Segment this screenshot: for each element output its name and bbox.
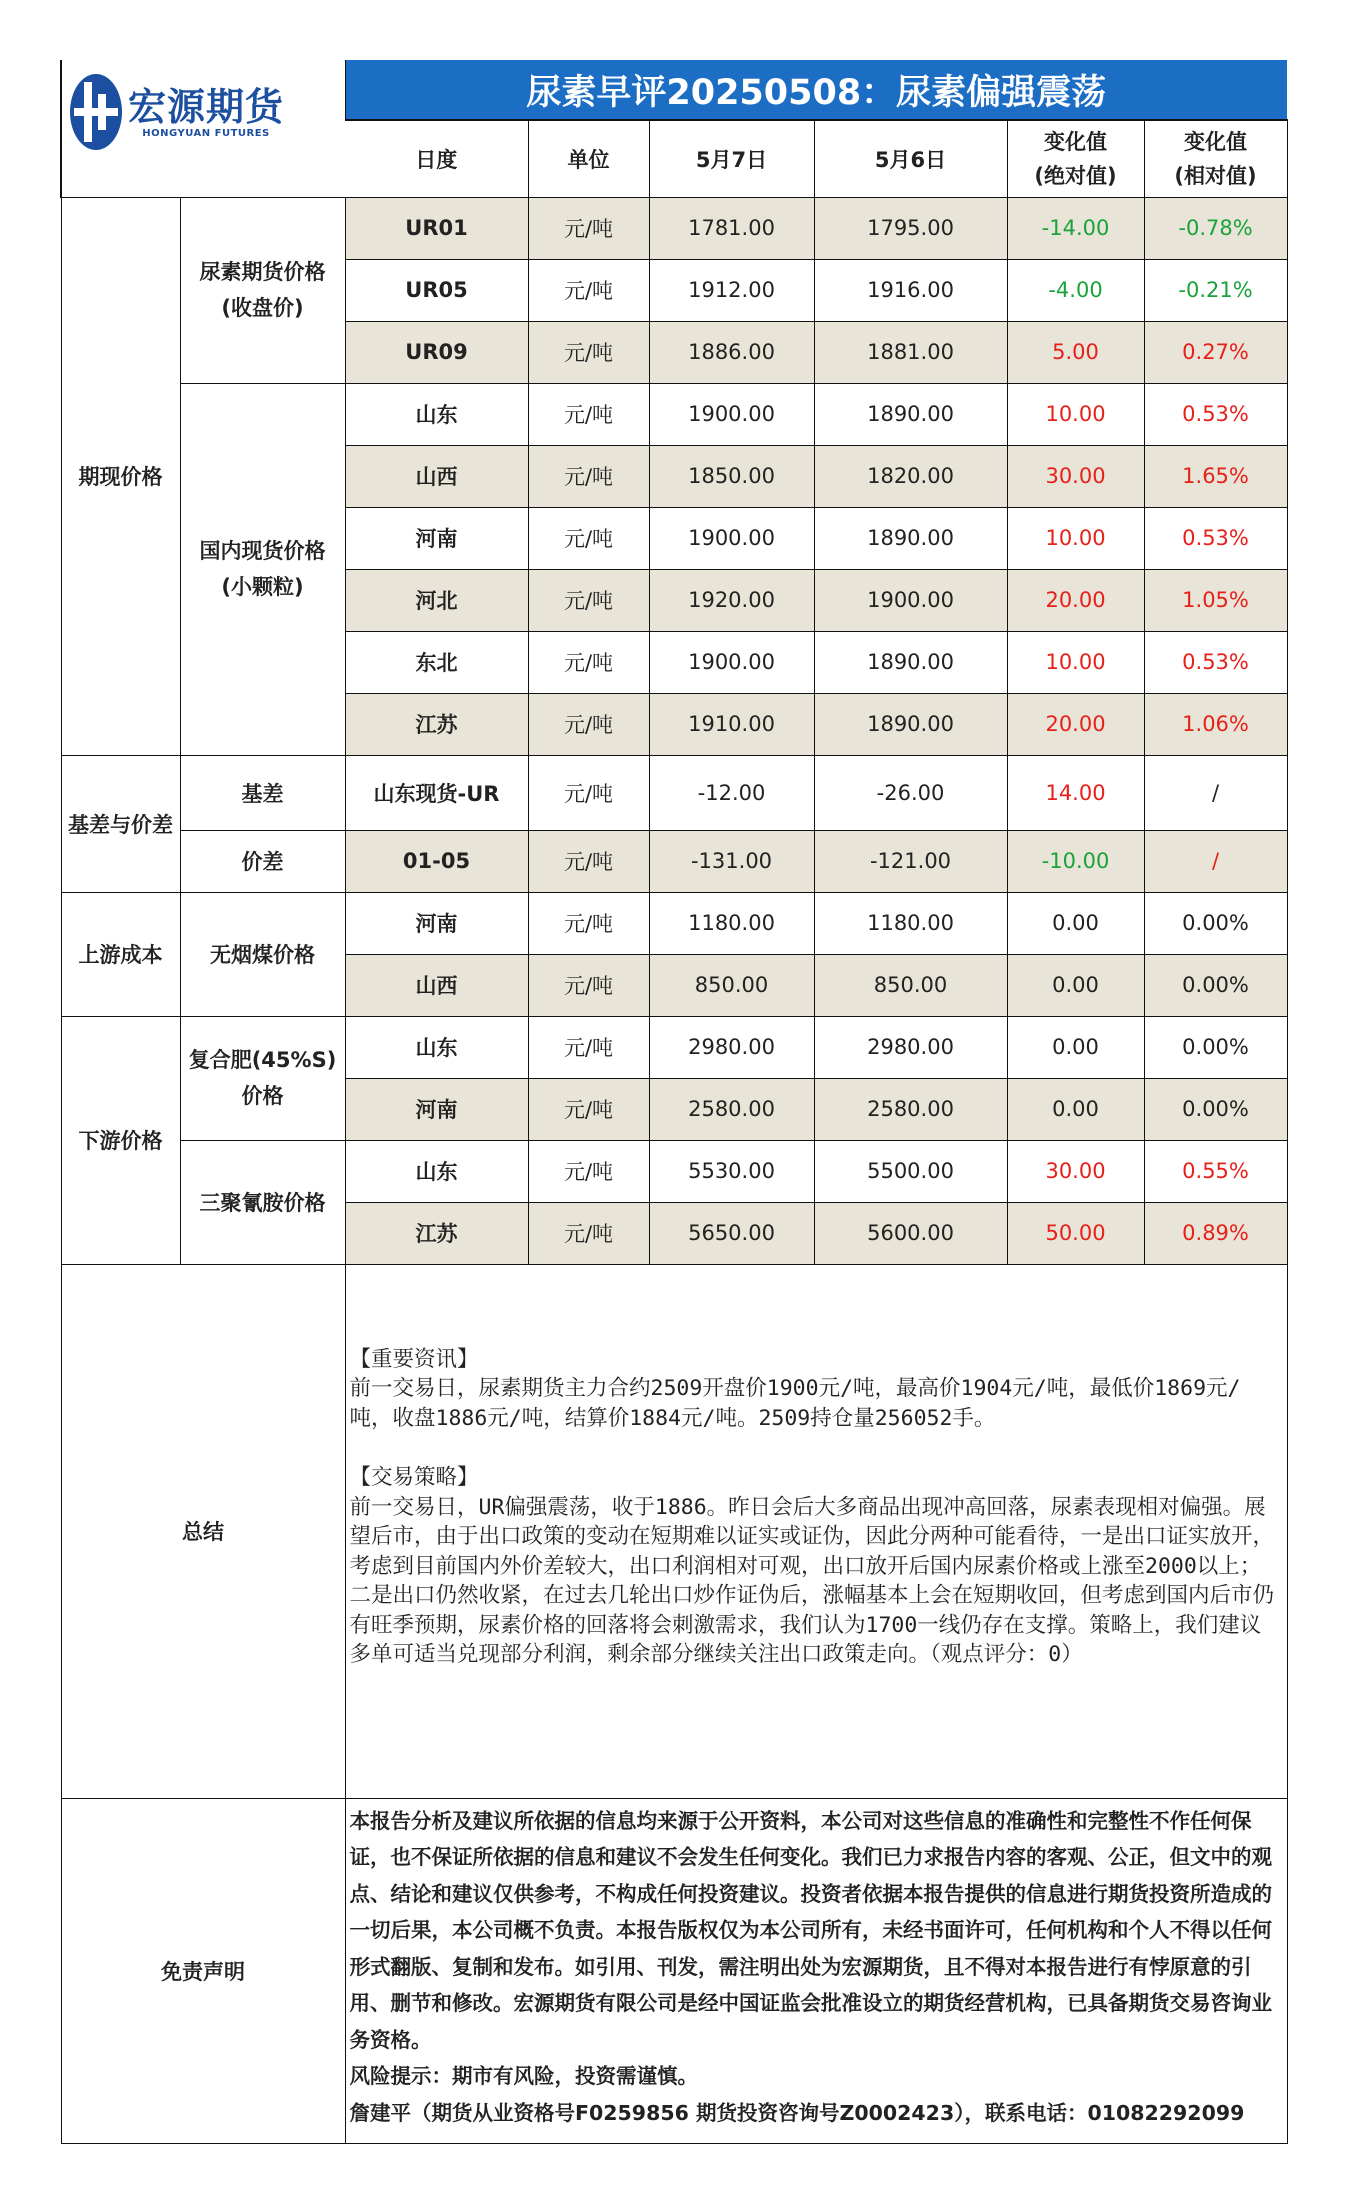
cell-d1: 1920.00 (649, 569, 814, 631)
cell-unit: 元/吨 (528, 1078, 649, 1140)
cell-unit: 元/吨 (528, 954, 649, 1016)
cell-abs: 14.00 (1007, 755, 1144, 830)
col-d1: 5月7日 (649, 120, 814, 197)
group-shangyou: 上游成本 (61, 892, 180, 1016)
table-row-name: 山东现货-UR (345, 755, 528, 830)
subgroup-spread: 价差 (180, 830, 345, 892)
subgroup-futures: 尿素期货价格 (收盘价) (180, 197, 345, 383)
cell-unit: 元/吨 (528, 1202, 649, 1264)
cell-rel: 1.65% (1144, 445, 1287, 507)
cell-d2: 1881.00 (814, 321, 1007, 383)
cell-rel: 0.00% (1144, 954, 1287, 1016)
cell-rel: 0.00% (1144, 1078, 1287, 1140)
report-title: 尿素早评20250508：尿素偏强震荡 (345, 60, 1287, 120)
cell-d1: 1912.00 (649, 259, 814, 321)
cell-rel: 1.06% (1144, 693, 1287, 755)
cell-d2: 1795.00 (814, 197, 1007, 259)
table-row-name: 江苏 (345, 693, 528, 755)
col-period: 日度 (345, 120, 528, 197)
cell-abs: 0.00 (1007, 954, 1144, 1016)
cell-d1: 1850.00 (649, 445, 814, 507)
group-qixian: 期现价格 (61, 197, 180, 755)
subgroup-spot: 国内现货价格 (小颗粒) (180, 383, 345, 755)
cell-d1: 2580.00 (649, 1078, 814, 1140)
cell-rel: 0.53% (1144, 383, 1287, 445)
col-abs: 变化值 (绝对值) (1007, 120, 1144, 197)
cell-rel: -0.78% (1144, 197, 1287, 259)
cell-abs: 20.00 (1007, 569, 1144, 631)
subgroup-coal: 无烟煤价格 (180, 892, 345, 1016)
cell-d1: 1900.00 (649, 383, 814, 445)
cell-d1: 5650.00 (649, 1202, 814, 1264)
cell-rel: / (1144, 830, 1287, 892)
cell-unit: 元/吨 (528, 1016, 649, 1078)
cell-unit: 元/吨 (528, 1140, 649, 1202)
cell-unit: 元/吨 (528, 321, 649, 383)
cell-rel: 0.00% (1144, 1016, 1287, 1078)
logo-en: HONGYUAN FUTURES (142, 127, 270, 139)
cell-d2: -26.00 (814, 755, 1007, 830)
cell-abs: 20.00 (1007, 693, 1144, 755)
cell-rel: -0.21% (1144, 259, 1287, 321)
strategy-body: 前一交易日，UR偏强震荡，收于1886。昨日会后大多商品出现冲高回落，尿素表现相对偏强。展望后市，由于出口政策的变动在短期难以证实或证伪，因此分两种可能看待，一是出口证实放开，考虑到目前国内外价差较大，出口利润相对可观，出口放开后国内尿素价格或上涨至2000以上；二是出口仍然收紧，在过去几轮出口炒作证伪后，涨幅基本上会在短期收回，但考虑到国内后市仍有旺季预期，尿素价格的回落将会刺激需求，我们认为1700一线仍存在支撑。策略上，我们建议多单可适当兑现部分利润，剩余部分继续关注出口政策走向。（观点评分：0） (349, 1494, 1275, 1667)
cell-d2: 1180.00 (814, 892, 1007, 954)
cell-abs: -4.00 (1007, 259, 1144, 321)
cell-rel: 0.27% (1144, 321, 1287, 383)
disclaimer-text: 本报告分析及建议所依据的信息均来源于公开资料，本公司对这些信息的准确性和完整性不作任何保证，也不保证所依据的信息和建议不会发生任何变化。我们已力求报告内容的客观、公正，但文中的观点、结论和建议仅供参考，不构成任何投资建议。投资者依据本报告提供的信息进行期货投资所造成的一切后果，本公司概不负责。本报告版权仅为本公司所有，未经书面许可，任何机构和个人不得以任何形式翻版、复制和发布。如引用、刊发，需注明出处为宏源期货，且不得对本报告进行有悖原意的引用、删节和修改。宏源期货有限公司是经中国证监会批准设立的期货经营机构，已具备期货交易咨询业务资格。 (349, 1808, 1273, 2052)
cell-d2: 1890.00 (814, 631, 1007, 693)
report-sheet (60, 60, 1286, 2144)
news-head: 【重要资讯】 (349, 1346, 479, 1372)
col-d2: 5月6日 (814, 120, 1007, 197)
cell-d2: 850.00 (814, 954, 1007, 1016)
cell-d1: 5530.00 (649, 1140, 814, 1202)
cell-unit: 元/吨 (528, 197, 649, 259)
col-unit: 单位 (528, 120, 649, 197)
cell-d2: 5600.00 (814, 1202, 1007, 1264)
cell-rel: 0.55% (1144, 1140, 1287, 1202)
cell-unit: 元/吨 (528, 693, 649, 755)
cell-abs: 0.00 (1007, 892, 1144, 954)
cell-d2: 1890.00 (814, 507, 1007, 569)
cell-rel: 1.05% (1144, 569, 1287, 631)
table-row-name: 山西 (345, 954, 528, 1016)
cell-d2: 1916.00 (814, 259, 1007, 321)
table-row-name: 山东 (345, 383, 528, 445)
cell-d1: -131.00 (649, 830, 814, 892)
cell-d2: 2980.00 (814, 1016, 1007, 1078)
logo-cn: 宏源期货 (128, 84, 285, 129)
col-rel: 变化值 (相对值) (1144, 120, 1287, 197)
cell-abs: 5.00 (1007, 321, 1144, 383)
cell-d1: 1900.00 (649, 631, 814, 693)
table-row-name: 河北 (345, 569, 528, 631)
table-row-name: 山东 (345, 1140, 528, 1202)
cell-d1: 1900.00 (649, 507, 814, 569)
cell-d1: 2980.00 (649, 1016, 814, 1078)
cell-unit: 元/吨 (528, 892, 649, 954)
table-row-name: UR09 (345, 321, 528, 383)
disclaimer-label: 免责声明 (61, 1798, 345, 2143)
news-body: 前一交易日，尿素期货主力合约2509开盘价1900元/吨，最高价1904元/吨，最低价1869元/吨，收盘1886元/吨，结算价1884元/吨。2509持仓量256052手。 (349, 1376, 1241, 1431)
group-jicha: 基差与价差 (61, 755, 180, 892)
cell-unit: 元/吨 (528, 507, 649, 569)
cell-unit: 元/吨 (528, 755, 649, 830)
cell-abs: 10.00 (1007, 383, 1144, 445)
logo (61, 60, 345, 197)
subgroup-basis: 基差 (180, 755, 345, 830)
cell-unit: 元/吨 (528, 830, 649, 892)
summary-label: 总结 (61, 1264, 345, 1798)
table-row-name: UR05 (345, 259, 528, 321)
cell-unit: 元/吨 (528, 445, 649, 507)
disclaimer-body (345, 1798, 1287, 2143)
cell-rel: / (1144, 755, 1287, 830)
cell-abs: 10.00 (1007, 507, 1144, 569)
cell-d2: 1820.00 (814, 445, 1007, 507)
cell-unit: 元/吨 (528, 569, 649, 631)
cell-d1: -12.00 (649, 755, 814, 830)
subgroup-melamine: 三聚氰胺价格 (180, 1140, 345, 1264)
cell-abs: -14.00 (1007, 197, 1144, 259)
table-row-name: 山西 (345, 445, 528, 507)
cell-d1: 1781.00 (649, 197, 814, 259)
cell-abs: 0.00 (1007, 1078, 1144, 1140)
table-row-name: UR01 (345, 197, 528, 259)
cell-abs: 30.00 (1007, 1140, 1144, 1202)
table-row-name: 河南 (345, 507, 528, 569)
table-row-name: 山东 (345, 1016, 528, 1078)
cell-abs: 30.00 (1007, 445, 1144, 507)
table-row-name: 01-05 (345, 830, 528, 892)
group-xiayou: 下游价格 (61, 1016, 180, 1264)
risk-text: 风险提示：期市有风险，投资需谨慎。 (349, 2064, 699, 2088)
cell-unit: 元/吨 (528, 259, 649, 321)
cell-d2: 1890.00 (814, 383, 1007, 445)
cell-d1: 1180.00 (649, 892, 814, 954)
table-row-name: 东北 (345, 631, 528, 693)
table-row-name: 河南 (345, 1078, 528, 1140)
cell-d1: 850.00 (649, 954, 814, 1016)
cell-rel: 0.53% (1144, 507, 1287, 569)
author-text: 詹建平（期货从业资格号F0259856 期货投资咨询号Z0002423），联系电话：01082292099 (349, 2100, 1245, 2125)
cell-d2: 1890.00 (814, 693, 1007, 755)
cell-d2: -121.00 (814, 830, 1007, 892)
cell-abs: 0.00 (1007, 1016, 1144, 1078)
table-row-name: 江苏 (345, 1202, 528, 1264)
cell-unit: 元/吨 (528, 631, 649, 693)
cell-d1: 1886.00 (649, 321, 814, 383)
cell-rel: 0.53% (1144, 631, 1287, 693)
cell-abs: 50.00 (1007, 1202, 1144, 1264)
cell-d1: 1910.00 (649, 693, 814, 755)
price-table (60, 60, 1288, 2144)
cell-d2: 2580.00 (814, 1078, 1007, 1140)
cell-rel: 0.89% (1144, 1202, 1287, 1264)
cell-abs: -10.00 (1007, 830, 1144, 892)
strategy-head: 【交易策略】 (349, 1465, 479, 1490)
hongyuan-logo-icon (68, 72, 124, 152)
subgroup-fert: 复合肥(45%S) 价格 (180, 1016, 345, 1140)
summary-body (345, 1264, 1287, 1798)
cell-abs: 10.00 (1007, 631, 1144, 693)
cell-unit: 元/吨 (528, 383, 649, 445)
cell-d2: 5500.00 (814, 1140, 1007, 1202)
cell-d2: 1900.00 (814, 569, 1007, 631)
cell-rel: 0.00% (1144, 892, 1287, 954)
table-row-name: 河南 (345, 892, 528, 954)
